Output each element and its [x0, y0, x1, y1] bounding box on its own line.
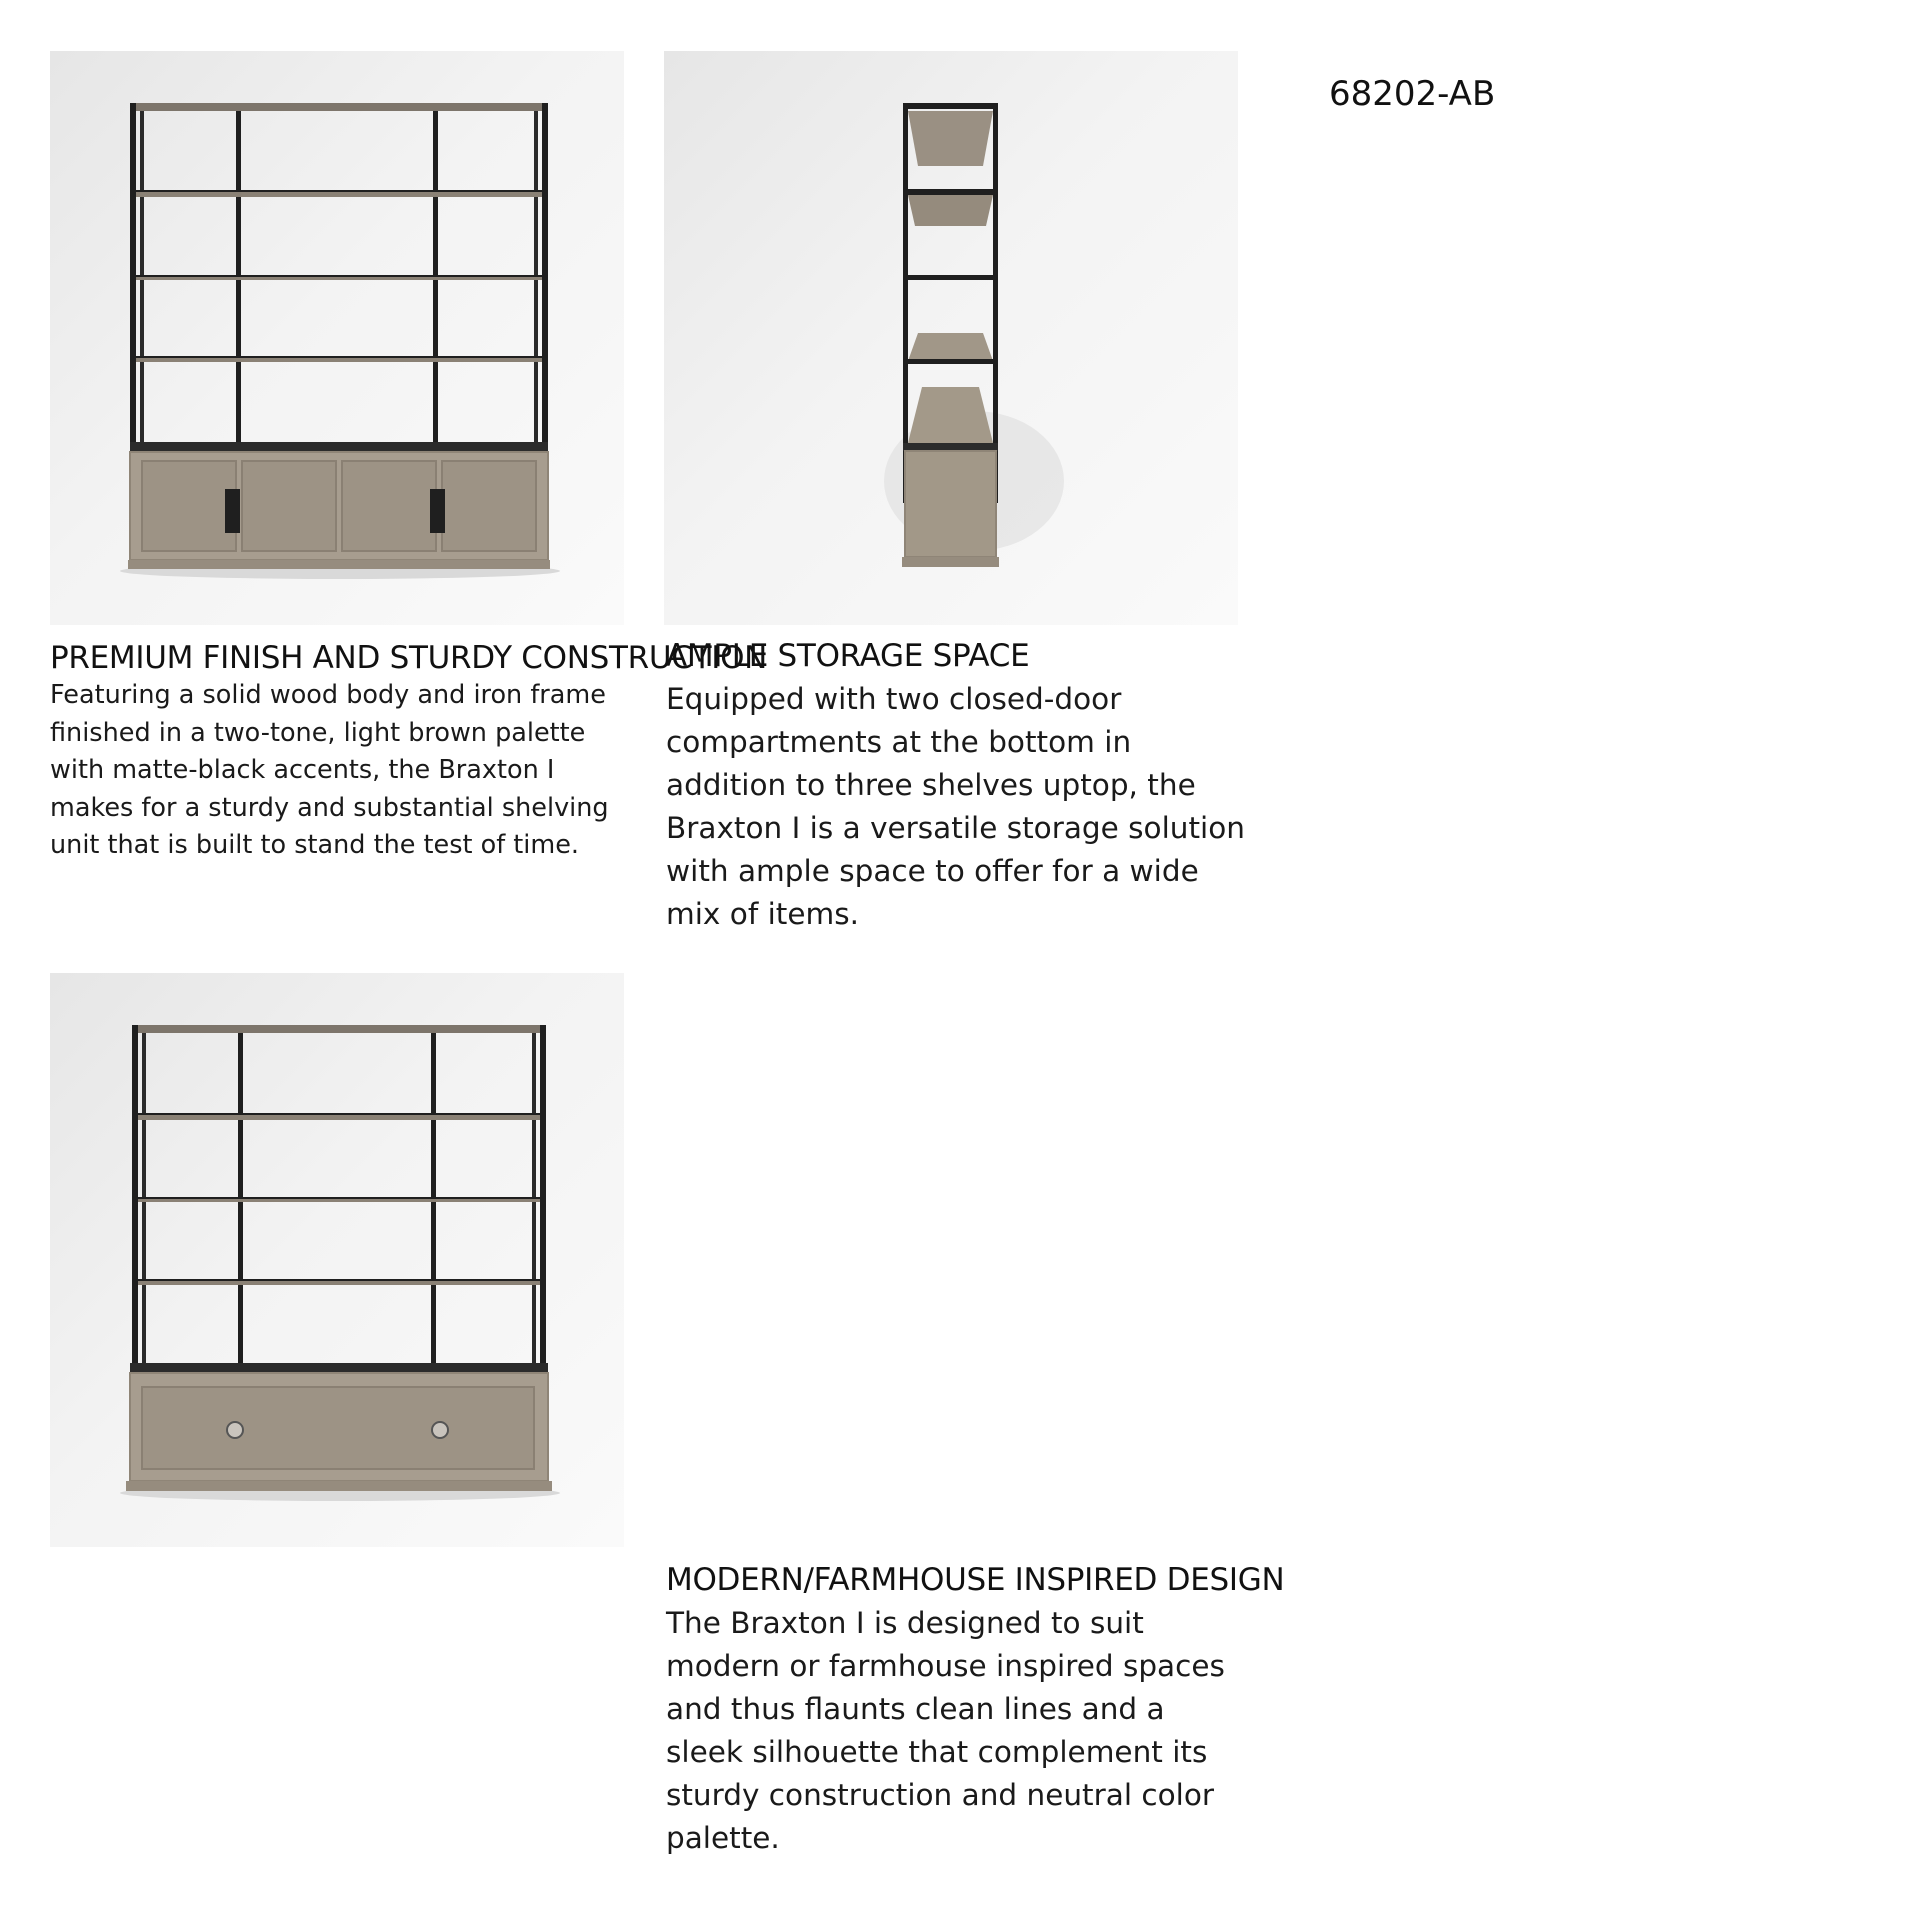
section-heading-ample-storage: AMPLE STORAGE SPACE: [666, 638, 1030, 674]
shelving-unit-doors-illustration: [50, 51, 624, 625]
section-body-ample-storage: Equipped with two closed-door compartments at the bottom in addition to three shelves uptop, the Braxton I is a versatile storage solution with ample space to offer for a wide mix of items.: [666, 682, 1245, 931]
product-image-side-view: [664, 51, 1238, 625]
section-heading-modern-farmhouse: MODERN/FARMHOUSE INSPIRED DESIGN: [666, 1562, 1285, 1598]
section-heading-premium-finish: PREMIUM FINISH AND STURDY CONSTRUCTION: [50, 640, 768, 676]
product-image-front-drawer: [50, 973, 624, 1547]
product-image-front-doors: [50, 51, 624, 625]
shelving-unit-side-illustration: [664, 51, 1238, 625]
shelving-unit-drawer-illustration: [50, 973, 624, 1547]
section-body-premium-finish: Featuring a solid wood body and iron frame finished in a two-tone, light brown palette with matte-black accents, the Braxton I makes for a sturdy and substantial shelving unit that is built to stand the test of time.: [50, 680, 609, 860]
product-sku: 68202-AB: [1329, 74, 1496, 114]
section-body-modern-farmhouse: The Braxton I is designed to suit modern or farmhouse inspired spaces and thus flaunts clean lines and a sleek silhouette that complement its sturdy construction and neutral color palette.: [666, 1606, 1225, 1855]
